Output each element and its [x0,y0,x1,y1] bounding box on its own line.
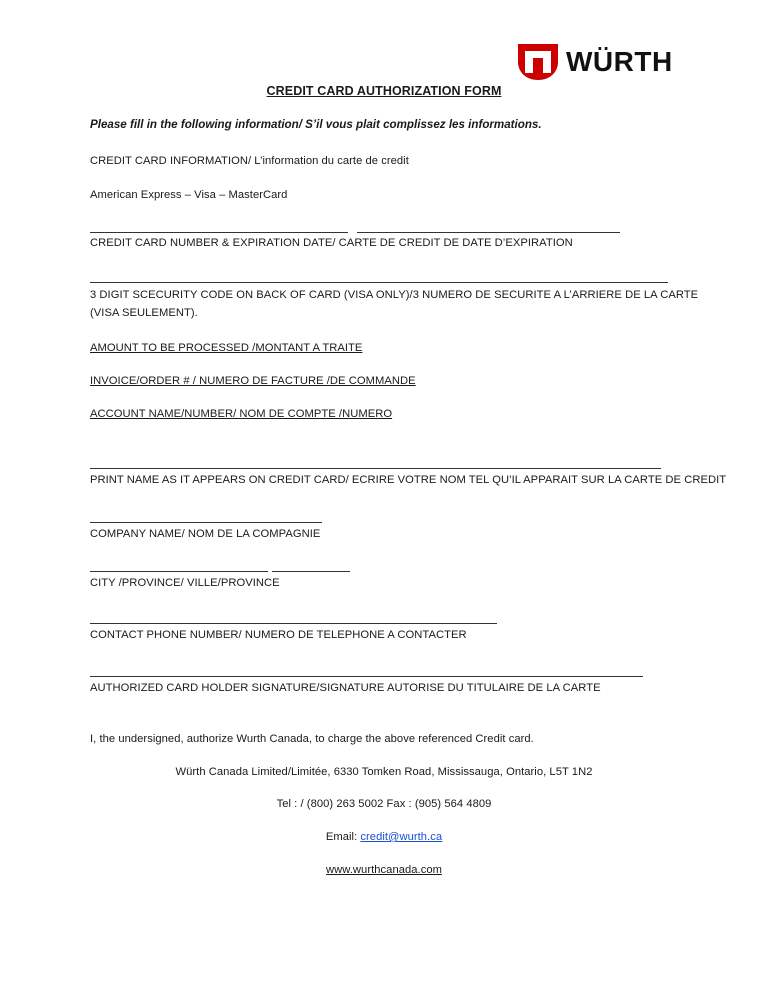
card-number-field[interactable] [90,232,348,233]
province-field[interactable] [272,571,350,572]
website-link[interactable]: www.wurthcanada.com [326,864,442,876]
email-link[interactable]: credit@wurth.ca [360,831,443,843]
phone-fax: Tel : / (800) 263 5002 Fax : (905) 564 4809 [276,798,492,810]
invoice-field-label[interactable]: INVOICE/ORDER # / NUMERO DE FACTURE /DE COMMANDE [90,375,416,387]
card-number-label: CREDIT CARD NUMBER & EXPIRATION DATE/ CARTE DE CREDIT DE DATE D’EXPIRATION [90,237,573,249]
expiration-date-field[interactable] [357,232,620,233]
city-field[interactable] [90,571,268,572]
signature-field[interactable] [90,676,643,677]
wurth-logo-mark-icon [516,42,560,82]
security-code-label-line1: 3 DIGIT SCECURITY CODE ON BACK OF CARD (VISA ONLY)/3 NUMERO DE SECURITE A L’ARRIERE DE LA CARTE [90,289,699,301]
form-instruction: Please fill in the following information/ S’il vous plait complissez les informations. [90,118,542,131]
email-label: Email: [325,831,361,843]
card-types: American Express – Visa – MasterCard [90,189,288,201]
form-title: CREDIT CARD AUTHORIZATION FORM [266,84,502,98]
company-address: Würth Canada Limited/Limitée, 6330 Tomken Road, Mississauga, Ontario, L5T 1N2 [175,766,593,778]
account-field-label[interactable]: ACCOUNT NAME/NUMBER/ NOM DE COMPTE /NUMERO [90,408,393,420]
authorization-statement: I, the undersigned, authorize Wurth Canada, to charge the above referenced Credit card. [90,733,534,745]
signature-label: AUTHORIZED CARD HOLDER SIGNATURE/SIGNATURE AUTORISE DU TITULAIRE DE LA CARTE [90,682,601,694]
contact-phone-field[interactable] [90,623,497,624]
amount-field-label[interactable]: AMOUNT TO BE PROCESSED /MONTANT A TRAITE [90,342,363,354]
company-name-label: COMPANY NAME/ NOM DE LA COMPAGNIE [90,528,321,540]
credit-card-info-heading: CREDIT CARD INFORMATION/ L’information du carte de credit [90,155,409,167]
contact-phone-label: CONTACT PHONE NUMBER/ NUMERO DE TELEPHONE A CONTACTER [90,629,467,641]
print-name-label: PRINT NAME AS IT APPEARS ON CREDIT CARD/ ECRIRE VOTRE NOM TEL QU’IL APPARAIT SUR LA CARTE DE CREDIT [90,474,727,486]
logo-wordmark: WÜRTH [566,46,673,77]
email-line [0,831,768,843]
website-line [0,864,768,876]
wurth-logo [516,42,680,82]
print-name-field[interactable] [90,468,661,469]
security-code-label-line2: (VISA SEULEMENT). [90,307,198,319]
security-code-field[interactable] [90,282,668,283]
city-province-label: CITY /PROVINCE/ VILLE/PROVINCE [90,577,280,589]
company-name-field[interactable] [90,522,322,523]
